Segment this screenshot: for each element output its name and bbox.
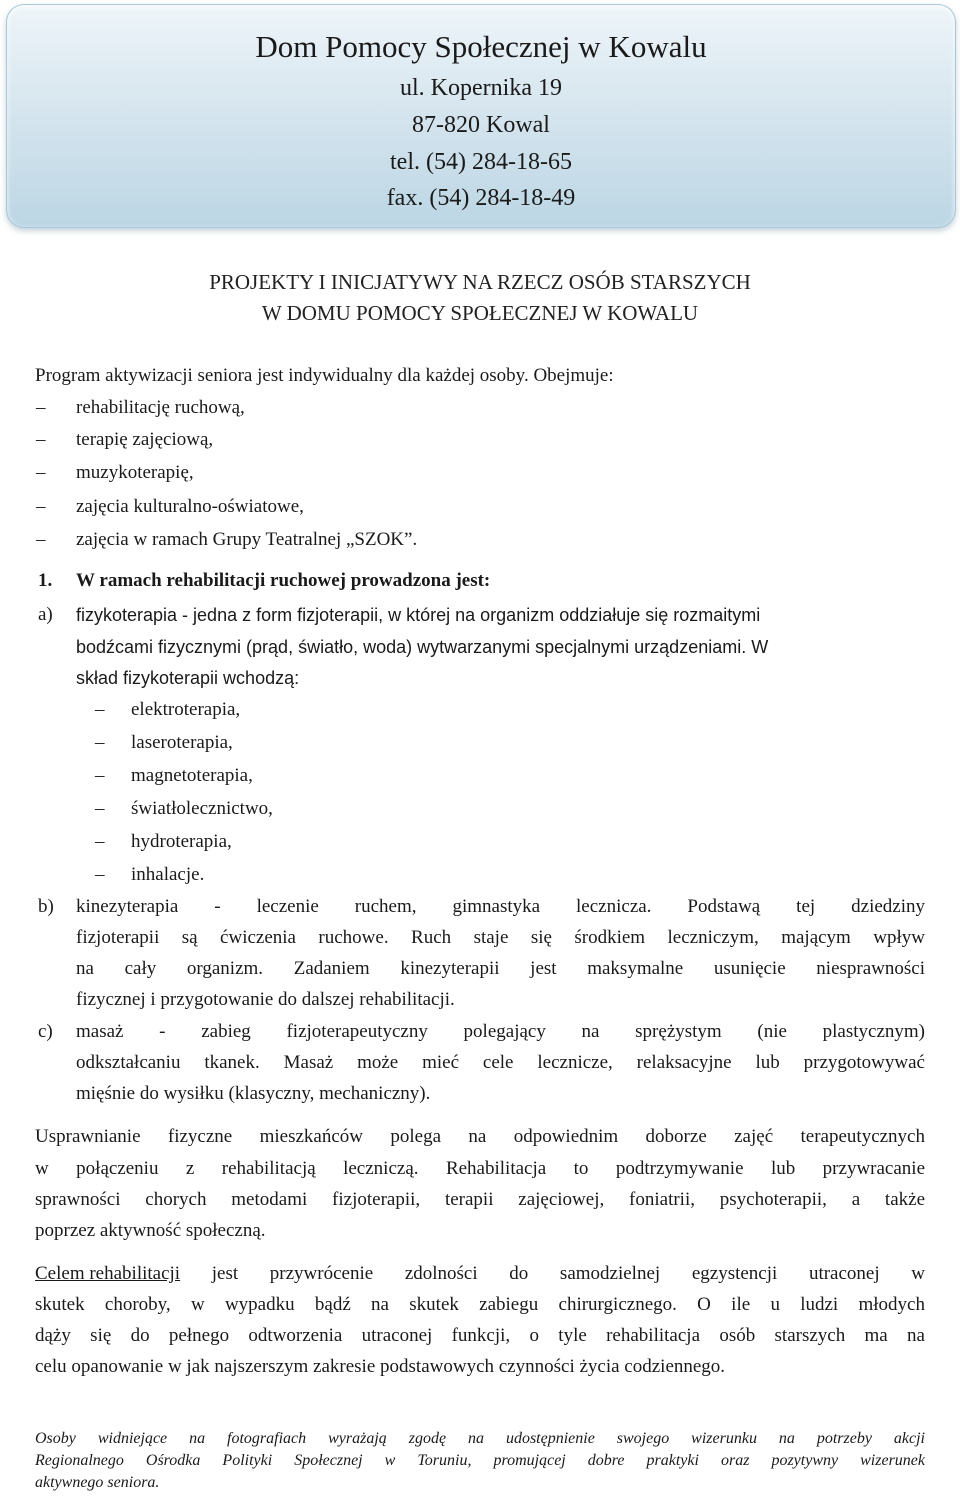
item-a-line-2: bodźcami fizycznymi (prąd, światło, woda) wytwarzanymi specjalnymi urządzeniami. W — [76, 637, 769, 657]
item-b-line-2: fizjoterapii są ćwiczenia ruchowe. Ruch staje się środkiem leczniczym, mającym wpływ — [76, 927, 925, 948]
list-marker-c: c) — [38, 1021, 53, 1042]
section-heading: W ramach rehabilitacji ruchowej prowadzona jest: — [76, 570, 491, 591]
dash-bullet: – — [95, 765, 105, 786]
item-a-line-1: fizykoterapia - jedna z form fizjoterapii, w której na organizm oddziałuje się rozmaitymi — [76, 605, 761, 625]
phone-number: tel. (54) 284-18-65 — [390, 149, 572, 175]
footer-line-2: Regionalnego Ośrodka Polityki Społecznej w Toruniu, promującej dobre praktyki oraz pozytywny wizerunek — [35, 1452, 925, 1469]
item-a-line-3: skład fizykoterapii wchodzą: — [76, 668, 300, 688]
para2-line-2: skutek choroby, w wypadku bądź na skutek zabiegu chirurgicznego. O ile u ludzi młodych — [35, 1294, 925, 1315]
dash-bullet: – — [36, 496, 46, 517]
item-c-line-1: masaż - zabieg fizjoterapeutyczny polegający na sprężystym (nie plastycznym) — [76, 1021, 925, 1042]
item-b-line-4: fizycznej i przygotowanie do dalszej rehabilitacji. — [76, 989, 455, 1010]
program-item: zajęcia kulturalno-oświatowe, — [76, 496, 304, 517]
para2-line-3: dąży się do pełnego odtworzenia utraconej funkcji, o tyle rehabilitacja osób starszych ma na — [35, 1325, 925, 1346]
fax-number: fax. (54) 284-18-49 — [386, 185, 576, 211]
doc-title-line-2: W DOMU POMOCY SPOŁECZNEJ W KOWALU — [261, 301, 699, 325]
item-b-line-1: kinezyterapia - leczenie ruchem, gimnastyka lecznicza. Podstawą tej dziedziny — [76, 896, 925, 917]
item-c-line-2: odkształcaniu tkanek. Masaż może mieć cele lecznicze, relaksacyjne lub przygotowywać — [76, 1052, 925, 1073]
program-item: zajęcia w ramach Grupy Teatralnej „SZOK”. — [76, 529, 418, 550]
dash-bullet: – — [95, 699, 105, 720]
para1-line-2: w połączeniu z rehabilitacją leczniczą. Rehabilitacja to podtrzymywanie lub przywracanie — [35, 1158, 925, 1179]
physio-item: inhalacje. — [131, 864, 205, 885]
dash-bullet: – — [95, 864, 105, 885]
street-address: ul. Kopernika 19 — [400, 75, 562, 101]
section-number: 1. — [38, 570, 53, 591]
dash-bullet: – — [36, 397, 46, 418]
para1-line-4: poprzez aktywność społeczną. — [35, 1220, 266, 1241]
list-marker-b: b) — [38, 896, 54, 917]
doc-title-line-1: PROJEKTY I INICJATYWY NA RZECZ OSÓB STARSZYCH — [209, 270, 751, 294]
item-c-line-3: mięśnie do wysiłku (klasyczny, mechaniczny). — [76, 1083, 431, 1104]
dash-bullet: – — [36, 529, 46, 550]
dash-bullet: – — [95, 798, 105, 819]
rehab-goal-underlined: Celem rehabilitacji — [35, 1263, 181, 1284]
program-item: rehabilitację ruchową, — [76, 397, 245, 418]
physio-item: hydroterapia, — [131, 831, 232, 852]
intro-text: Program aktywizacji seniora jest indywidualny dla każdej osoby. Obejmuje: — [35, 365, 614, 386]
footer-line-1: Osoby widniejące na fotografiach wyrażają zgodę na udostępnienie swojego wizerunku na potrzeby akcji — [35, 1430, 925, 1447]
dash-bullet: – — [95, 831, 105, 852]
dash-bullet: – — [36, 462, 46, 483]
dash-bullet: – — [95, 732, 105, 753]
program-item: terapię zajęciową, — [76, 429, 214, 450]
para2-line-1 — [35, 1261, 925, 1287]
list-marker-a: a) — [38, 604, 53, 625]
postal-city: 87-820 Kowal — [412, 112, 550, 138]
item-b-line-3: na cały organizm. Zadaniem kinezyterapii jest maksymalne usunięcie niesprawności — [76, 958, 925, 979]
program-item: muzykoterapię, — [76, 462, 194, 483]
para1-line-3: sprawności chorych metodami fizjoterapii, terapii zajęciowej, foniatrii, psychoterapii, a także — [35, 1189, 925, 1210]
institution-name: Dom Pomocy Społecznej w Kowalu — [255, 29, 707, 64]
physio-item: laseroterapia, — [131, 732, 233, 753]
dash-bullet: – — [36, 429, 46, 450]
header-box — [6, 4, 956, 228]
para2-line-1-rest: jest przywrócenie zdolności do samodzielnej egzystencji utraconej w — [180, 1263, 925, 1284]
footer-line-3: aktywnego seniora. — [35, 1474, 160, 1491]
para2-line-4: celu opanowanie w jak najszerszym zakresie podstawowych czynności życia codziennego. — [35, 1356, 726, 1377]
physio-item: światłolecznictwo, — [131, 798, 273, 819]
para1-line-1: Usprawnianie fizyczne mieszkańców polega na odpowiednim doborze zajęć terapeutycznych — [35, 1126, 925, 1147]
physio-item: magnetoterapia, — [131, 765, 253, 786]
physio-item: elektroterapia, — [131, 699, 241, 720]
